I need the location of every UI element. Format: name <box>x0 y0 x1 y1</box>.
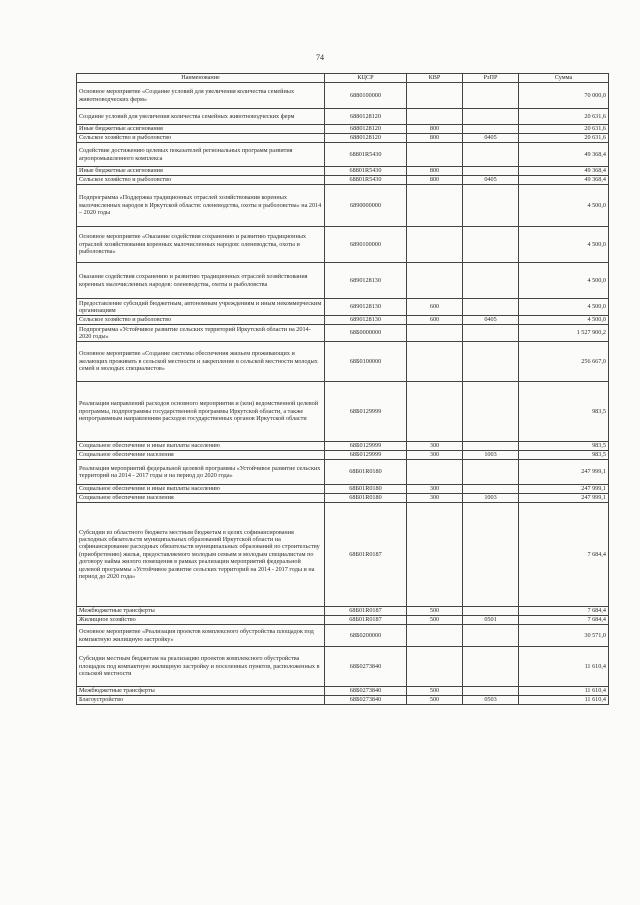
cell-name: Социальное обеспечение населения <box>77 451 325 460</box>
cell-name: Сельское хозяйство и рыболовство <box>77 134 325 143</box>
cell-name: Предоставление субсидий бюджетным, автономным учреждениям и иным некоммерческим организациям <box>77 299 325 316</box>
table-row <box>77 503 609 607</box>
table-row <box>77 134 609 143</box>
header-sum: Сумма <box>519 74 609 83</box>
cell-sum: 7 684,4 <box>519 607 609 616</box>
table-row <box>77 687 609 696</box>
table-row <box>77 494 609 503</box>
cell-kvr: 800 <box>407 134 463 143</box>
cell-name: Жилищное хозяйство <box>77 616 325 625</box>
cell-sum: 11 610,4 <box>519 696 609 705</box>
cell-sum: 256 667,0 <box>519 342 609 382</box>
cell-sum: 247 999,1 <box>519 460 609 485</box>
cell-name: Создание условий для увеличения количества семейных животноводческих ферм <box>77 109 325 125</box>
cell-rzpr <box>463 342 519 382</box>
cell-sum: 247 999,1 <box>519 485 609 494</box>
cell-kvr <box>407 460 463 485</box>
cell-rzpr <box>463 185 519 227</box>
cell-name: Основное мероприятие «Создание условий для увеличения количества семейных животноводческих ферм» <box>77 83 325 109</box>
cell-rzpr <box>463 227 519 263</box>
cell-sum: 70 000,0 <box>519 83 609 109</box>
cell-name: Основное мероприятие «Создание системы обеспечения жильем проживающих и желающих проживать в сельской местности и закрепление в сельской местности молодых семей и молодых специалистов» <box>77 342 325 382</box>
cell-rzpr <box>463 109 519 125</box>
cell-kcsr: 68Б0129999 <box>325 382 407 442</box>
cell-kcsr: 68Б0273840 <box>325 647 407 687</box>
cell-kvr <box>407 382 463 442</box>
cell-name: Содействие достижению целевых показателей региональных программ развития агропромышленного комплекса <box>77 143 325 167</box>
cell-rzpr <box>463 485 519 494</box>
cell-rzpr <box>463 647 519 687</box>
cell-rzpr: 0503 <box>463 696 519 705</box>
cell-name: Подпрограмма «Устойчивое развитие сельских территорий Иркутской области на 2014-2020 годы» <box>77 325 325 342</box>
cell-sum: 49 368,4 <box>519 143 609 167</box>
cell-rzpr: 0405 <box>463 176 519 185</box>
cell-rzpr: 0501 <box>463 616 519 625</box>
cell-name: Благоустройство <box>77 696 325 705</box>
cell-kvr: 800 <box>407 125 463 134</box>
cell-kcsr: 6880100000 <box>325 83 407 109</box>
header-rzpr: РзПР <box>463 74 519 83</box>
cell-kcsr: 6890100000 <box>325 227 407 263</box>
cell-rzpr <box>463 503 519 607</box>
table-header <box>77 74 609 83</box>
cell-sum: 11 610,4 <box>519 647 609 687</box>
table-row <box>77 167 609 176</box>
cell-kcsr: 6880128120 <box>325 109 407 125</box>
table-row <box>77 647 609 687</box>
cell-rzpr <box>463 143 519 167</box>
table-row <box>77 143 609 167</box>
cell-sum: 49 368,4 <box>519 167 609 176</box>
cell-kcsr: 68Б01R0180 <box>325 494 407 503</box>
cell-kcsr: 68Б0129999 <box>325 451 407 460</box>
table-row <box>77 625 609 647</box>
cell-rzpr: 0405 <box>463 316 519 325</box>
cell-kvr: 800 <box>407 176 463 185</box>
cell-kvr: 600 <box>407 299 463 316</box>
cell-rzpr <box>463 167 519 176</box>
cell-name: Субсидии из областного бюджета местным бюджетам в целях софинансирования расходных обязательств муниципальных образований Иркутской области на софинансирование расходных обязательств муниципальных образований по строительству (приобретению) жилья, предоставляемого молодым семьям и молодым специалистам по договору найма жилого помещения в рамках реализации мероприятий федеральной целевой программы «Устойчивое развитие сельских территорий на 2014 - 2017 годы и на период до 2020 года» <box>77 503 325 607</box>
cell-kcsr: 68Б0129999 <box>325 442 407 451</box>
table-row <box>77 696 609 705</box>
cell-name: Подпрограмма «Поддержка традиционных отраслей хозяйствования коренных малочисленных народов в Иркутской области: оленеводства, охоты и рыболовства» на 2014 – 2020 годы <box>77 185 325 227</box>
cell-kvr <box>407 143 463 167</box>
cell-sum: 983,5 <box>519 451 609 460</box>
cell-kvr: 800 <box>407 167 463 176</box>
table-row <box>77 263 609 299</box>
cell-rzpr <box>463 607 519 616</box>
table-row <box>77 316 609 325</box>
cell-sum: 4 500,0 <box>519 316 609 325</box>
cell-kcsr: 68801R5430 <box>325 167 407 176</box>
table-row <box>77 125 609 134</box>
cell-rzpr <box>463 687 519 696</box>
table-row <box>77 176 609 185</box>
cell-rzpr <box>463 83 519 109</box>
cell-rzpr: 1003 <box>463 451 519 460</box>
header-kcsr: КЦСР <box>325 74 407 83</box>
cell-kvr <box>407 185 463 227</box>
cell-rzpr: 1003 <box>463 494 519 503</box>
cell-sum: 30 571,0 <box>519 625 609 647</box>
cell-name: Социальное обеспечение и иные выплаты населению <box>77 485 325 494</box>
cell-sum: 4 500,0 <box>519 299 609 316</box>
cell-sum: 20 631,6 <box>519 134 609 143</box>
cell-rzpr <box>463 460 519 485</box>
cell-kvr <box>407 503 463 607</box>
cell-name: Сельское хозяйство и рыболовство <box>77 316 325 325</box>
header-name: Наименование <box>77 74 325 83</box>
cell-name: Основное мероприятие «Реализация проектов комплексного обустройства площадок под компактную жилищную застройку» <box>77 625 325 647</box>
cell-name: Основное мероприятие «Оказание содействия сохранению и развитию традиционных отраслей хозяйствования коренных малочисленных народов: оленеводства, охоты и рыболовства» <box>77 227 325 263</box>
table-row <box>77 451 609 460</box>
cell-kcsr: 68801R5430 <box>325 176 407 185</box>
cell-kcsr: 68Б01R0180 <box>325 485 407 494</box>
cell-sum: 11 610,4 <box>519 687 609 696</box>
cell-name: Иные бюджетные ассигнования <box>77 167 325 176</box>
table-row <box>77 227 609 263</box>
cell-rzpr <box>463 442 519 451</box>
cell-sum: 7 684,4 <box>519 503 609 607</box>
table-row <box>77 460 609 485</box>
header-row <box>77 74 609 83</box>
cell-kcsr: 6890128130 <box>325 316 407 325</box>
cell-name: Межбюджетные трансферты <box>77 687 325 696</box>
cell-name: Оказание содействия сохранению и развитию традиционных отраслей хозяйствования коренных малочисленных народов: оленеводства, охоты и рыболовства <box>77 263 325 299</box>
cell-kcsr: 68Б0000000 <box>325 325 407 342</box>
cell-name: Социальное обеспечение и иные выплаты населению <box>77 442 325 451</box>
cell-kvr <box>407 109 463 125</box>
cell-rzpr <box>463 382 519 442</box>
cell-rzpr <box>463 263 519 299</box>
cell-sum: 983,5 <box>519 442 609 451</box>
table-row <box>77 382 609 442</box>
cell-sum: 247 999,1 <box>519 494 609 503</box>
cell-kcsr: 6890128130 <box>325 263 407 299</box>
cell-kcsr: 6890128130 <box>325 299 407 316</box>
cell-rzpr <box>463 625 519 647</box>
table-row <box>77 616 609 625</box>
cell-sum: 4 500,0 <box>519 263 609 299</box>
cell-rzpr <box>463 299 519 316</box>
cell-name: Реализация мероприятий федеральной целевой программы «Устойчивое развитие сельских территорий на 2014 - 2017 годы и на период до 2020 года» <box>77 460 325 485</box>
cell-kvr <box>407 325 463 342</box>
cell-rzpr <box>463 325 519 342</box>
cell-sum: 4 500,0 <box>519 227 609 263</box>
cell-name: Иные бюджетные ассигнования <box>77 125 325 134</box>
cell-kcsr: 68Б01R0187 <box>325 616 407 625</box>
cell-kcsr: 6880128120 <box>325 134 407 143</box>
cell-name: Субсидии местным бюджетам на реализацию проектов комплексного обустройства площадок под компактную жилищную застройку и поселенных пунктов, расположенных в сельской местности <box>77 647 325 687</box>
cell-kcsr: 68801R5430 <box>325 143 407 167</box>
cell-sum: 20 631,6 <box>519 125 609 134</box>
cell-kcsr: 68Б01R0187 <box>325 607 407 616</box>
cell-kvr: 500 <box>407 607 463 616</box>
cell-kcsr: 68Б0273840 <box>325 696 407 705</box>
budget-table <box>76 73 609 705</box>
cell-kcsr: 6880128120 <box>325 125 407 134</box>
table-row <box>77 607 609 616</box>
cell-kvr <box>407 647 463 687</box>
cell-rzpr: 0405 <box>463 134 519 143</box>
cell-sum: 983,5 <box>519 382 609 442</box>
cell-kcsr: 68Б01R0187 <box>325 503 407 607</box>
cell-rzpr <box>463 125 519 134</box>
page-number: 74 <box>316 53 324 62</box>
cell-name: Социальное обеспечение населения <box>77 494 325 503</box>
cell-kvr: 300 <box>407 451 463 460</box>
cell-kcsr: 68Б0273840 <box>325 687 407 696</box>
table-body <box>77 83 609 705</box>
cell-sum: 4 500,0 <box>519 185 609 227</box>
cell-kvr: 300 <box>407 485 463 494</box>
cell-kcsr: 68Б0200000 <box>325 625 407 647</box>
cell-kvr <box>407 263 463 299</box>
cell-kvr <box>407 83 463 109</box>
cell-kcsr: 68Б0100000 <box>325 342 407 382</box>
cell-kvr: 300 <box>407 494 463 503</box>
table-row <box>77 299 609 316</box>
cell-name: Межбюджетные трансферты <box>77 607 325 616</box>
cell-kvr: 500 <box>407 616 463 625</box>
cell-kvr: 500 <box>407 696 463 705</box>
cell-sum: 1 527 900,2 <box>519 325 609 342</box>
cell-sum: 49 368,4 <box>519 176 609 185</box>
cell-kvr: 600 <box>407 316 463 325</box>
cell-sum: 20 631,6 <box>519 109 609 125</box>
cell-name: Реализация направлений расходов основного мероприятия и (или) ведомственной целевой программы, подпрограммы государственной программы Иркутской области, а также непрограммным направлениям расходов государственных органов Иркутской области <box>77 382 325 442</box>
table-row <box>77 442 609 451</box>
cell-kcsr: 68Б01R0180 <box>325 460 407 485</box>
cell-kcsr: 6890000000 <box>325 185 407 227</box>
table-row <box>77 342 609 382</box>
cell-kvr <box>407 342 463 382</box>
table-row <box>77 185 609 227</box>
cell-name: Сельское хозяйство и рыболовство <box>77 176 325 185</box>
table-row <box>77 485 609 494</box>
cell-kvr: 300 <box>407 442 463 451</box>
cell-kvr <box>407 625 463 647</box>
cell-kvr: 500 <box>407 687 463 696</box>
cell-kvr <box>407 227 463 263</box>
table-row <box>77 83 609 109</box>
header-kvr: КВР <box>407 74 463 83</box>
cell-sum: 7 684,4 <box>519 616 609 625</box>
table-row <box>77 325 609 342</box>
table-row <box>77 109 609 125</box>
